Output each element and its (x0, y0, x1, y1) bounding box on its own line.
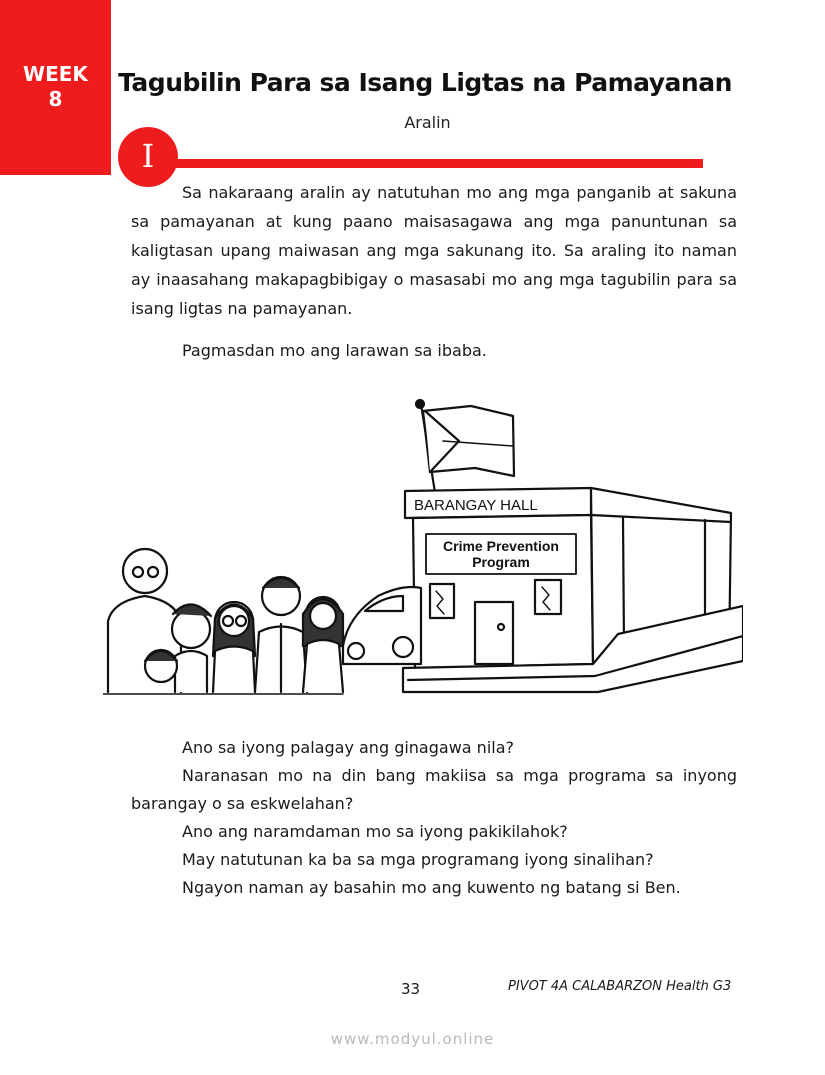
lesson-label: Aralin (404, 113, 451, 132)
question-2: Naranasan mo na din bang makiisa sa mga programa sa inyong barangay o sa eskwelahan? (131, 766, 737, 813)
section-divider (176, 159, 703, 168)
program-sign-line1: Crime Prevention (443, 538, 559, 554)
question-4: May natutunan ka ba sa mga programang iyong sinalihan? (182, 850, 654, 869)
barangay-hall-illustration (103, 396, 743, 698)
section-badge: I (118, 127, 178, 187)
week-number: 8 (48, 87, 63, 111)
question-5: Ngayon naman ay basahin mo ang kuwento ng batang si Ben. (182, 878, 681, 897)
week-label: WEEK (23, 62, 88, 86)
family-group (108, 549, 343, 692)
question-3: Ano ang naramdaman mo sa iyong pakikilahok? (182, 822, 568, 841)
footer-source: PIVOT 4A CALABARZON Health G3 (508, 979, 732, 994)
intro-paragraph: Sa nakaraang aralin ay natutuhan mo ang mga panganib at sakuna sa pamayanan at kung paano maisasagawa ang mga panuntunan sa kaligtasan upang maiwasan ang mga sakunang ito. Sa araling ito naman ay inaasahang makapagbibigay o masasabi mo ang mga tagubilin para sa isang ligtas na pamayanan. (131, 183, 737, 318)
question-1: Ano sa iyong palagay ang ginagawa nila? (182, 738, 514, 757)
watermark: www.modyul.online (330, 1030, 495, 1048)
program-sign-line2: Program (472, 554, 530, 570)
instruction-paragraph: Pagmasdan mo ang larawan sa ibaba. (182, 341, 487, 360)
barangay-hall-sign: BARANGAY HALL (414, 497, 538, 514)
page-number: 33 (401, 980, 421, 998)
page-title: Tagubilin Para sa Isang Ligtas na Pamayanan (118, 68, 732, 97)
